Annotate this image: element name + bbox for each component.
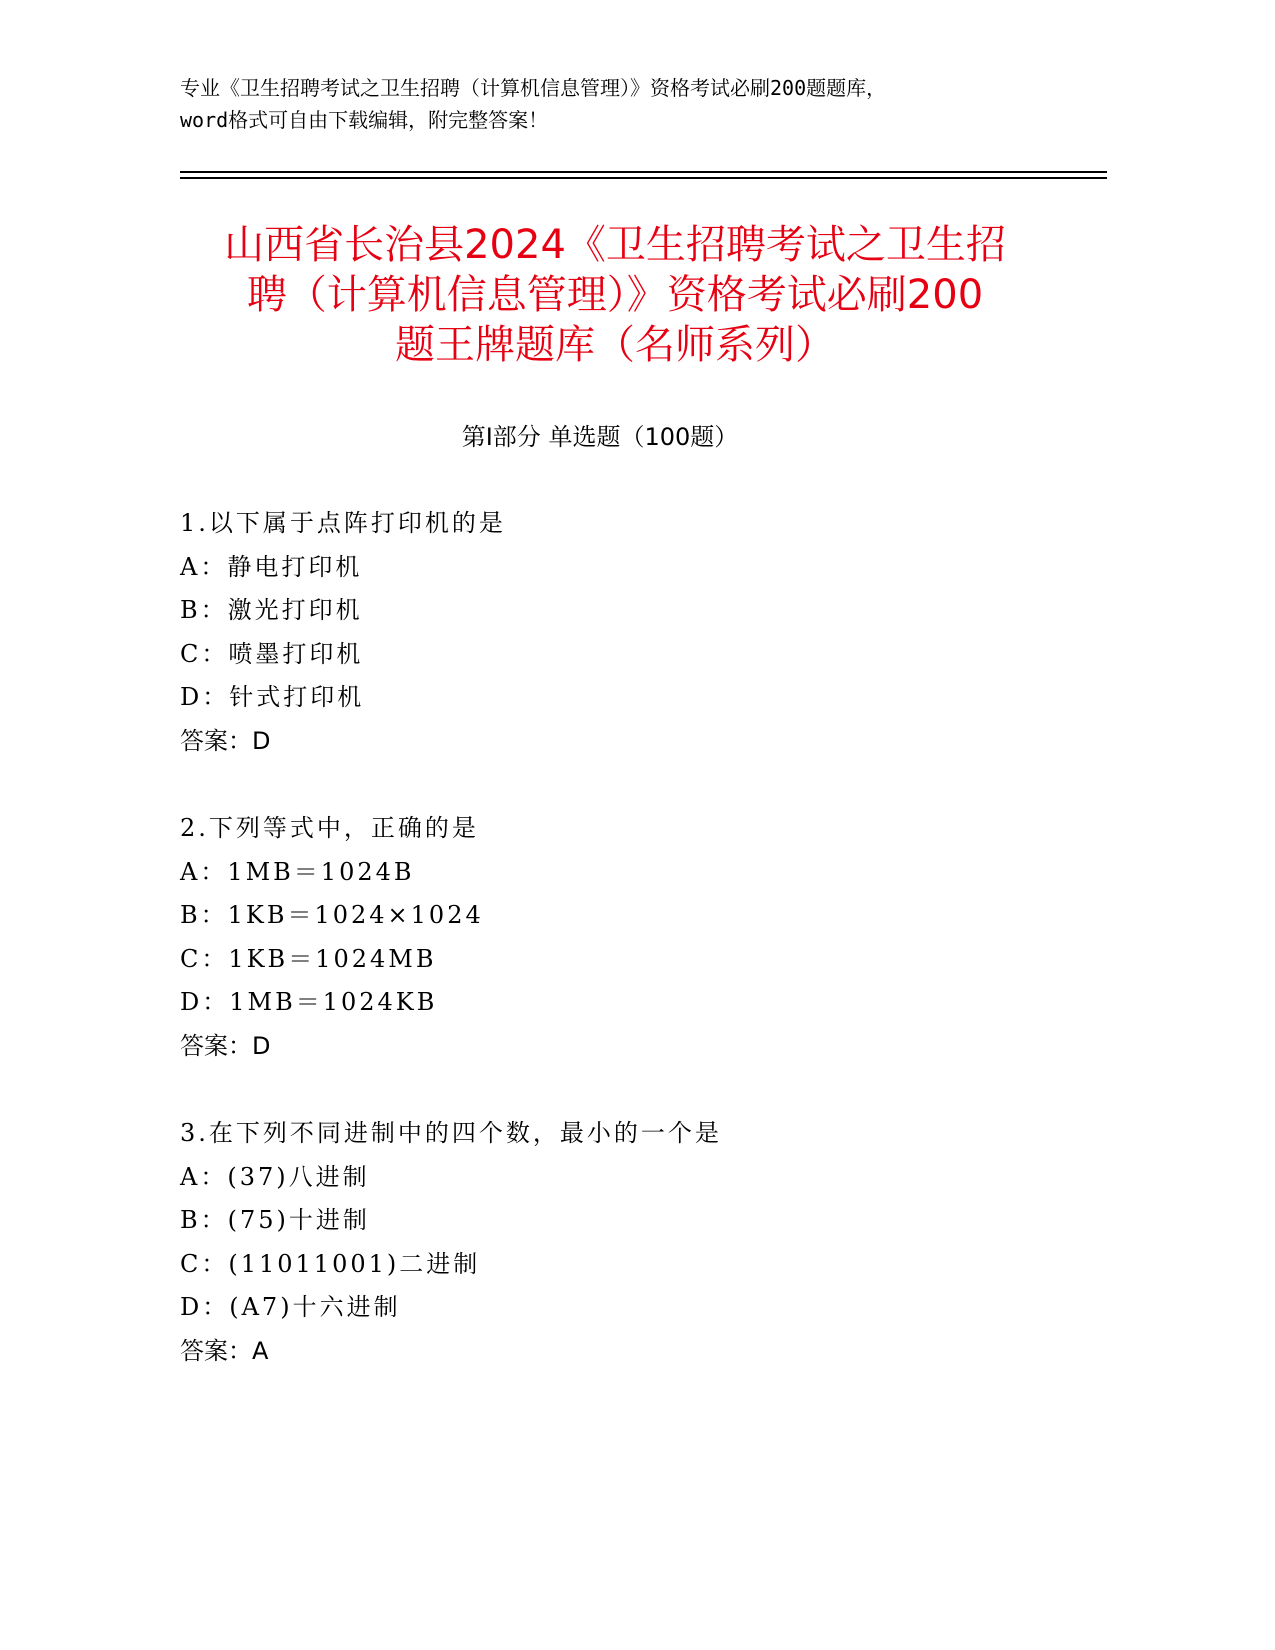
header-note bbox=[180, 72, 1110, 136]
option-c: C：喷墨打印机 bbox=[180, 639, 364, 668]
header-note-line-2: word格式可自由下载编辑，附完整答案！ bbox=[180, 108, 549, 132]
option-c: C：(11011001)二进制 bbox=[180, 1249, 481, 1278]
option-b: B：(75)十进制 bbox=[180, 1206, 370, 1234]
option-b: B：激光打印机 bbox=[180, 596, 363, 624]
option-d: D：1MB＝1024KB bbox=[180, 988, 438, 1016]
question-item bbox=[180, 1112, 1080, 1373]
document-title bbox=[175, 220, 1055, 370]
question-text: 3.在下列不同进制中的四个数，最小的一个是 bbox=[180, 1119, 722, 1147]
header-divider-top bbox=[180, 171, 1107, 173]
question-text: 2.下列等式中，正确的是 bbox=[180, 814, 479, 842]
question-item bbox=[180, 807, 1080, 1068]
answer-line: 答案：A bbox=[180, 1336, 269, 1365]
option-b: B：1KB＝1024×1024 bbox=[180, 901, 484, 929]
option-a: A：(37)八进制 bbox=[180, 1162, 370, 1191]
answer-line: 答案：D bbox=[180, 1031, 271, 1060]
section-heading: 第Ⅰ部分 单选题（100题） bbox=[461, 423, 739, 451]
question-text: 1.以下属于点阵打印机的是 bbox=[180, 509, 506, 537]
question-item bbox=[180, 502, 1080, 763]
header-divider-bottom bbox=[180, 177, 1107, 179]
option-a: A：1MB＝1024B bbox=[180, 857, 415, 886]
title-line-3: 题王牌题库（名师系列） bbox=[395, 322, 835, 368]
option-d: D：针式打印机 bbox=[180, 683, 365, 711]
option-c: C：1KB＝1024MB bbox=[180, 944, 437, 973]
answer-line: 答案：D bbox=[180, 726, 271, 755]
option-d: D：(A7)十六进制 bbox=[180, 1293, 401, 1321]
title-line-2: 聘（计算机信息管理）》资格考试必刷200 bbox=[246, 272, 984, 318]
title-line-1: 山西省长治县2024《卫生招聘考试之卫生招 bbox=[224, 222, 1006, 268]
header-note-line-1: 专业《卫生招聘考试之卫生招聘（计算机信息管理）》资格考试必刷200题题库， bbox=[180, 76, 887, 100]
option-a: A：静电打印机 bbox=[180, 552, 363, 581]
